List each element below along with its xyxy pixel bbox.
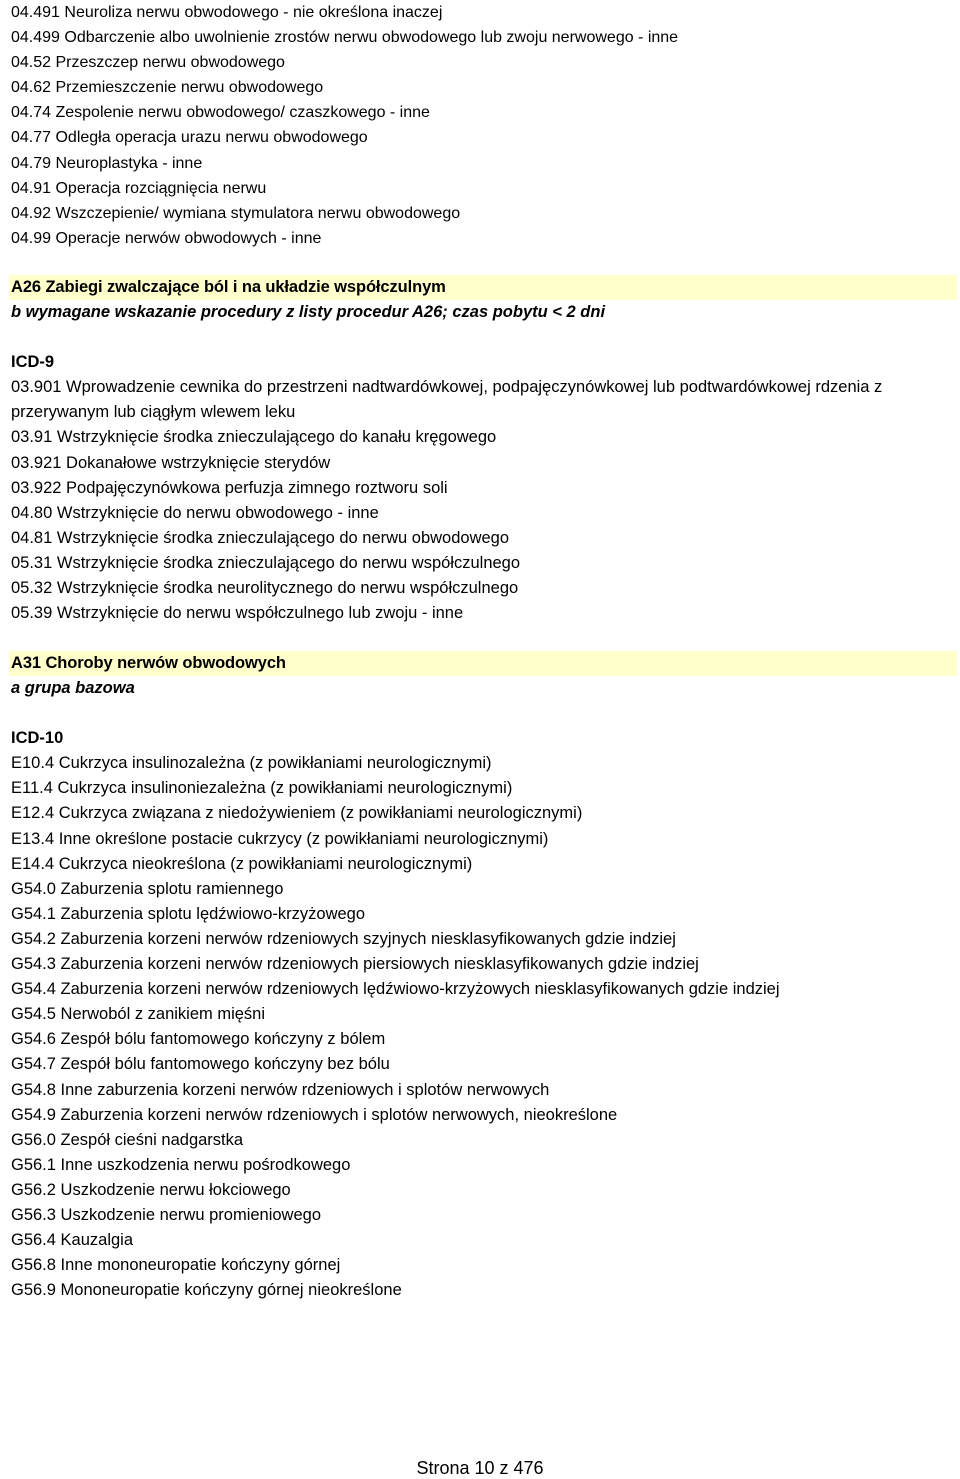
list-item: 05.32 Wstrzyknięcie środka neurolitycznego do nerwu współczulnego [11, 579, 519, 598]
list-item: 04.99 Operacje nerwów obwodowych - inne [11, 229, 322, 247]
list-item: E13.4 Inne określone postacie cukrzycy (z powikłaniami neurologicznymi) [11, 829, 549, 848]
list-item: 05.39 Wstrzyknięcie do nerwu współczulnego lub zwoju - inne [11, 604, 464, 623]
list-item: G54.3 Zaburzenia korzeni nerwów rdzeniowych piersiowych niesklasyfikowanych gdzie indziej [11, 955, 699, 974]
list-item: 04.92 Wszczepienie/ wymiana stymulatora nerwu obwodowego [11, 204, 461, 222]
section-title: A26 Zabiegi zwalczające ból i na układzie współczulnym [9, 275, 957, 300]
section-subtitle: b wymagane wskazanie procedury z listy procedur A26; czas pobytu < 2 dni [11, 303, 606, 322]
list-item: G56.2 Uszkodzenie nerwu łokciowego [11, 1180, 291, 1199]
list-item: G54.7 Zespół bólu fantomowego kończyny bez bólu [11, 1055, 390, 1074]
list-item: G54.1 Zaburzenia splotu lędźwiowo-krzyżowego [11, 904, 366, 923]
icd9-list [11, 375, 957, 626]
list-item: 04.81 Wstrzyknięcie środka znieczulającego do nerwu obwodowego [11, 528, 510, 547]
list-item: E10.4 Cukrzyca insulinozależna (z powikłaniami neurologicznymi) [11, 754, 492, 773]
list-item: 04.62 Przemieszczenie nerwu obwodowego [11, 79, 324, 97]
list-item: G54.4 Zaburzenia korzeni nerwów rdzeniowych lędźwiowo-krzyżowych niesklasyfikowanych gdzie indziej [11, 980, 780, 999]
list-item: G54.2 Zaburzenia korzeni nerwów rdzeniowych szyjnych niesklasyfikowanych gdzie indziej [11, 929, 676, 948]
list-item: G54.8 Inne zaburzenia korzeni nerwów rdzeniowych i splotów nerwowych [11, 1080, 550, 1099]
top-procedure-list [11, 0, 678, 251]
list-item: G54.5 Nerwoból z zanikiem mięśni [11, 1005, 266, 1024]
list-item: G56.4 Kauzalgia [11, 1231, 134, 1250]
section-a31 [11, 651, 957, 1303]
section-a26 [11, 275, 957, 626]
list-item: 04.77 Odległa operacja urazu nerwu obwodowego [11, 129, 368, 147]
list-item: 03.921 Dokanałowe wstrzyknięcie sterydów [11, 453, 331, 472]
list-header: ICD-10 [11, 729, 64, 748]
list-item: 04.91 Operacja rozciągnięcia nerwu [11, 179, 267, 197]
list-header: ICD-9 [11, 353, 55, 372]
list-item: 04.80 Wstrzyknięcie do nerwu obwodowego - inne [11, 503, 379, 522]
list-item: E12.4 Cukrzyca związana z niedożywieniem (z powikłaniami neurologicznymi) [11, 804, 583, 823]
list-item: 04.52 Przeszczep nerwu obwodowego [11, 54, 285, 72]
list-item: G54.9 Zaburzenia korzeni nerwów rdzeniowych i splotów nerwowych, nieokreślone [11, 1105, 618, 1124]
section-title: A31 Choroby nerwów obwodowych [9, 651, 957, 676]
list-item: 05.31 Wstrzyknięcie środka znieczulającego do nerwu współczulnego [11, 553, 521, 572]
list-item: E11.4 Cukrzyca insulinoniezależna (z powikłaniami neurologicznymi) [11, 779, 513, 798]
list-item: G56.1 Inne uszkodzenia nerwu pośrodkowego [11, 1155, 351, 1174]
list-item: G56.9 Mononeuropatie kończyny górnej nieokreślone [11, 1281, 402, 1300]
list-item: 03.91 Wstrzyknięcie środka znieczulającego do kanału kręgowego [11, 428, 497, 447]
list-item: E14.4 Cukrzyca nieokreślona (z powikłaniami neurologicznymi) [11, 854, 473, 873]
list-item: 04.491 Neuroliza nerwu obwodowego - nie określona inaczej [11, 4, 443, 21]
list-item: G56.8 Inne mononeuropatie kończyny górnej [11, 1256, 341, 1275]
list-item: 04.499 Odbarczenie albo uwolnienie zrostów nerwu obwodowego lub zwoju nerwowego - inne [11, 29, 679, 47]
list-item: G56.3 Uszkodzenie nerwu promieniowego [11, 1205, 322, 1224]
list-item: 04.74 Zespolenie nerwu obwodowego/ czaszkowego - inne [11, 104, 430, 122]
icd10-list [11, 751, 957, 1303]
list-item: 04.79 Neuroplastyka - inne [11, 154, 203, 172]
section-subtitle: a grupa bazowa [11, 679, 135, 698]
list-item: G54.6 Zespół bólu fantomowego kończyny z bólem [11, 1030, 386, 1049]
list-item: 03.922 Podpajęczynówkowa perfuzja zimnego roztworu soli [11, 478, 448, 497]
page-number: Strona 10 z 476 [416, 1458, 544, 1478]
list-item: G56.0 Zespół cieśni nadgarstka [11, 1130, 244, 1149]
list-item: G54.0 Zaburzenia splotu ramiennego [11, 879, 284, 898]
list-item: 03.901 Wprowadzenie cewnika do przestrzeni nadtwardówkowej, podpajęczynówkowej lub podtwardówkowej rdzenia z przerywanym lub ciągłym wlewem leku [11, 378, 883, 422]
